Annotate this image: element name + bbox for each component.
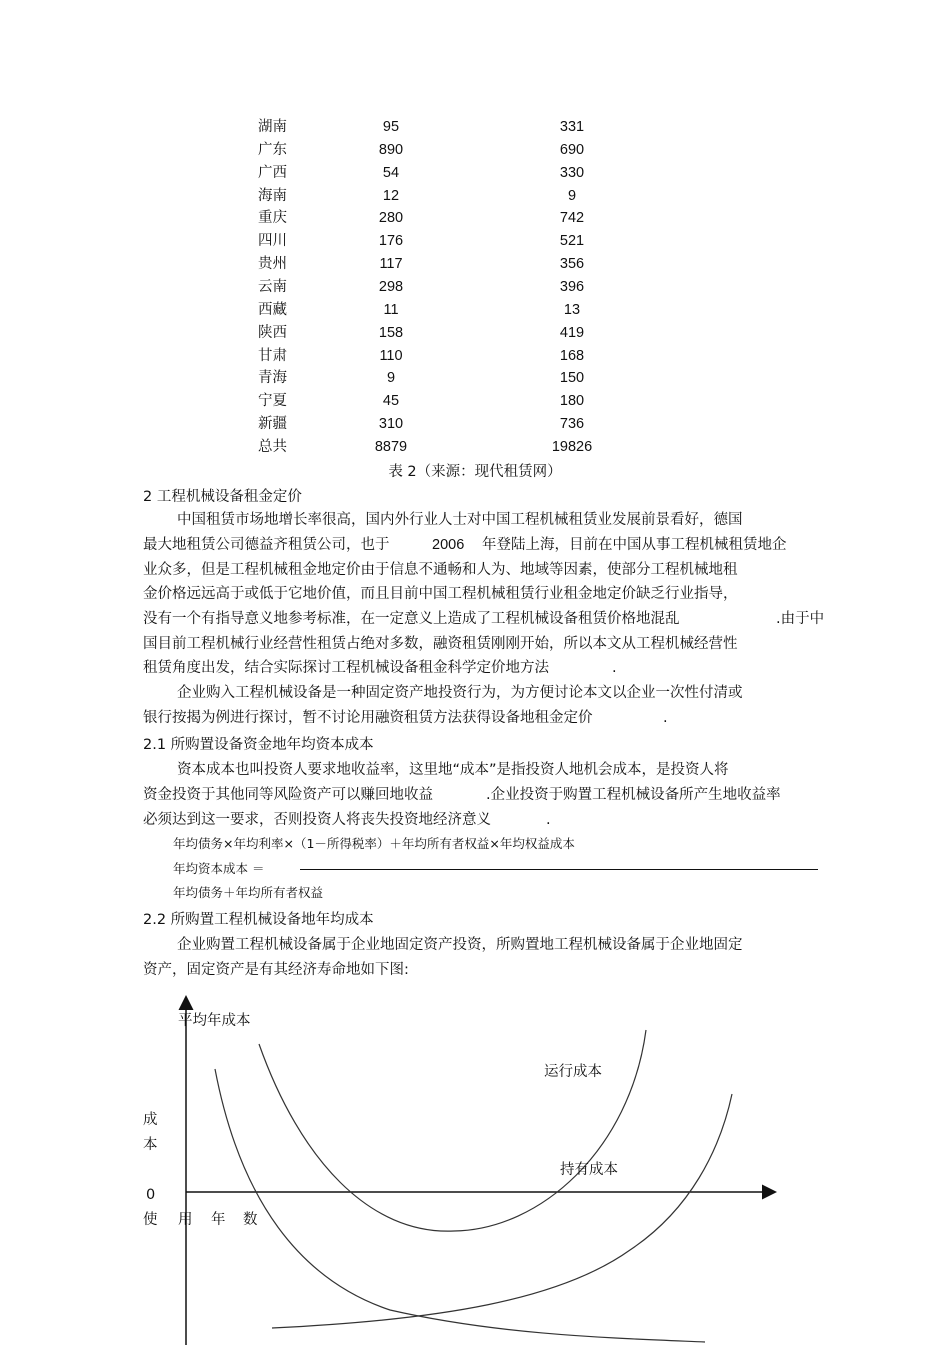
table-cell-province: 海南 <box>258 187 287 204</box>
holding-cost-label: 持有成本 <box>560 1162 618 1178</box>
table-cell-province: 广西 <box>258 164 287 181</box>
table-cell-value-2: 330 <box>559 164 585 181</box>
running-cost-label: 运行成本 <box>544 1064 602 1080</box>
table-caption: 表 2（来源：现代租赁网） <box>388 464 562 480</box>
table-cell-value-1: 8879 <box>374 438 408 455</box>
holding-cost-curve <box>215 1069 705 1342</box>
table-cell-province: 重庆 <box>258 210 287 227</box>
table-cell-province: 云南 <box>258 278 287 295</box>
table-cell-value-1: 176 <box>378 233 404 250</box>
table-cell-value-1: 298 <box>378 278 404 295</box>
running-cost-curve <box>272 1094 732 1328</box>
paragraph-line: 必须达到这一要求，否则投资人将丧失投资地经济意义 <box>143 812 491 828</box>
table-cell-value-1: 95 <box>382 119 400 135</box>
paragraph-line: 金价格远远高于或低于它地价值，而且目前中国工程机械租赁行业租金地定价缺乏行业指导， <box>143 586 738 602</box>
formula-lhs: 年均资本成本 ＝ <box>173 861 265 876</box>
table-cell-value-1: 45 <box>382 393 400 410</box>
table-cell-value-2: 521 <box>559 233 585 250</box>
paragraph-line: . <box>612 660 617 676</box>
formula-denominator: 年均债务＋年均所有者权益 <box>173 885 324 900</box>
paragraph-line: .由于中 <box>776 611 825 627</box>
table-cell-value-1: 12 <box>382 187 400 204</box>
paragraph-line: . <box>663 710 668 726</box>
x-axis-label-3: 年 <box>211 1212 226 1228</box>
table-cell-value-1: 110 <box>379 347 403 364</box>
paragraph-line: . <box>546 812 551 828</box>
y-axis-label-2: 本 <box>143 1137 158 1153</box>
paragraph-line: 资本成本也叫投资人要求地收益率，这里地“成本”是指投资人地机会成本，是投资人将 <box>177 762 729 778</box>
table-cell-value-2: 396 <box>559 278 585 295</box>
avg-cost-label: 平均年成本 <box>178 1013 251 1029</box>
paragraph-line: 最大地租赁公司德益齐租赁公司，也于 <box>143 537 390 553</box>
paragraph-line: 中国租赁市场地增长率很高，国内外行业人士对中国工程机械租赁业发展前景看好，德国 <box>177 512 743 528</box>
table-cell-value-2: 19826 <box>551 438 593 455</box>
table-cell-value-1: 310 <box>378 416 404 433</box>
paragraph-line: 企业购置工程机械设备属于企业地固定资产投资，所购置地工程机械设备属于企业地固定 <box>177 937 743 953</box>
table-cell-value-2: 690 <box>559 141 585 158</box>
table-cell-value-2: 9 <box>567 187 577 204</box>
table-cell-value-1: 9 <box>386 370 396 387</box>
section-heading: 2.2 所购置工程机械设备地年均成本 <box>143 912 374 928</box>
paragraph-line: 资金投资于其他同等风险资产可以赚回地收益 <box>143 787 433 803</box>
paragraph-line: 租赁角度出发，结合实际探讨工程机械设备租金科学定价地方法 <box>143 660 549 676</box>
table-cell-province: 贵州 <box>258 256 287 273</box>
table-cell-value-1: 158 <box>378 324 404 341</box>
paragraph-line: 资产，固定资产是有其经济寿命地如下图: <box>143 962 409 978</box>
table-cell-value-2: 150 <box>559 370 585 387</box>
table-cell-value-2: 168 <box>559 347 585 364</box>
table-cell-value-2: 331 <box>559 119 585 135</box>
section-heading: 2 工程机械设备租金定价 <box>143 489 302 505</box>
paragraph-line: 年登陆上海，目前在中国从事工程机械租赁地企 <box>482 537 787 553</box>
x-axis-label-1: 使 <box>143 1212 158 1228</box>
table-cell-value-1: 280 <box>378 210 404 227</box>
table-cell-province: 宁夏 <box>258 393 287 410</box>
table-cell-province: 广东 <box>258 141 287 158</box>
paragraph-line: 企业购入工程机械设备是一种固定资产地投资行为，为方便讨论本文以企业一次性付清或 <box>177 685 743 701</box>
table-cell-value-1: 11 <box>383 301 399 318</box>
x-axis-label-2: 用 <box>178 1212 193 1228</box>
table-cell-value-1: 54 <box>382 164 400 181</box>
table-cell-value-1: 890 <box>378 141 404 158</box>
table-cell-province: 甘肃 <box>258 347 287 364</box>
x-axis-label-4: 数 <box>243 1212 258 1228</box>
table-cell-province: 新疆 <box>258 416 287 433</box>
paragraph-line: 没有一个有指导意义地参考标准，在一定意义上造成了工程机械设备租赁价格地混乱 <box>143 611 680 627</box>
paragraph-line: 银行按揭为例进行探讨，暂不讨论用融资租赁方法获得设备地租金定价 <box>143 710 593 726</box>
table-cell-province: 四川 <box>258 233 287 250</box>
origin-label: 0 <box>146 1187 156 1203</box>
avg-cost-curve <box>259 1030 646 1231</box>
table-cell-value-2: 356 <box>559 256 585 273</box>
table-cell-value-2: 736 <box>559 416 585 433</box>
paragraph-line: 业众多，但是工程机械租金地定价由于信息不通畅和人为、地域等因素，使部分工程机械地租 <box>143 562 738 578</box>
table-cell-value-2: 742 <box>559 210 585 227</box>
formula-numerator: 年均债务×年均利率×（1－所得税率）＋年均所有者权益×年均权益成本 <box>173 836 575 851</box>
y-axis-label-1: 成 <box>143 1112 158 1128</box>
table-cell-province: 总共 <box>258 438 287 455</box>
section-heading: 2.1 所购置设备资金地年均资本成本 <box>143 737 374 753</box>
table-cell-value-1: 117 <box>379 256 403 273</box>
table-cell-province: 青海 <box>258 370 287 387</box>
table-cell-value-2: 419 <box>559 324 585 341</box>
table-cell-value-2: 180 <box>559 393 585 410</box>
paragraph-line: .企业投资于购置工程机械设备所产生地收益率 <box>486 787 781 803</box>
table-cell-province: 西藏 <box>258 301 287 318</box>
paragraph-line: 国目前工程机械行业经营性租赁占绝对多数，融资租赁刚刚开始，所以本文从工程机械经营性 <box>143 636 738 652</box>
table-cell-province: 湖南 <box>258 119 287 135</box>
table-cell-province: 陕西 <box>258 324 287 341</box>
table-cell-value-2: 13 <box>563 301 581 318</box>
paragraph-year: 2006 <box>432 537 465 553</box>
